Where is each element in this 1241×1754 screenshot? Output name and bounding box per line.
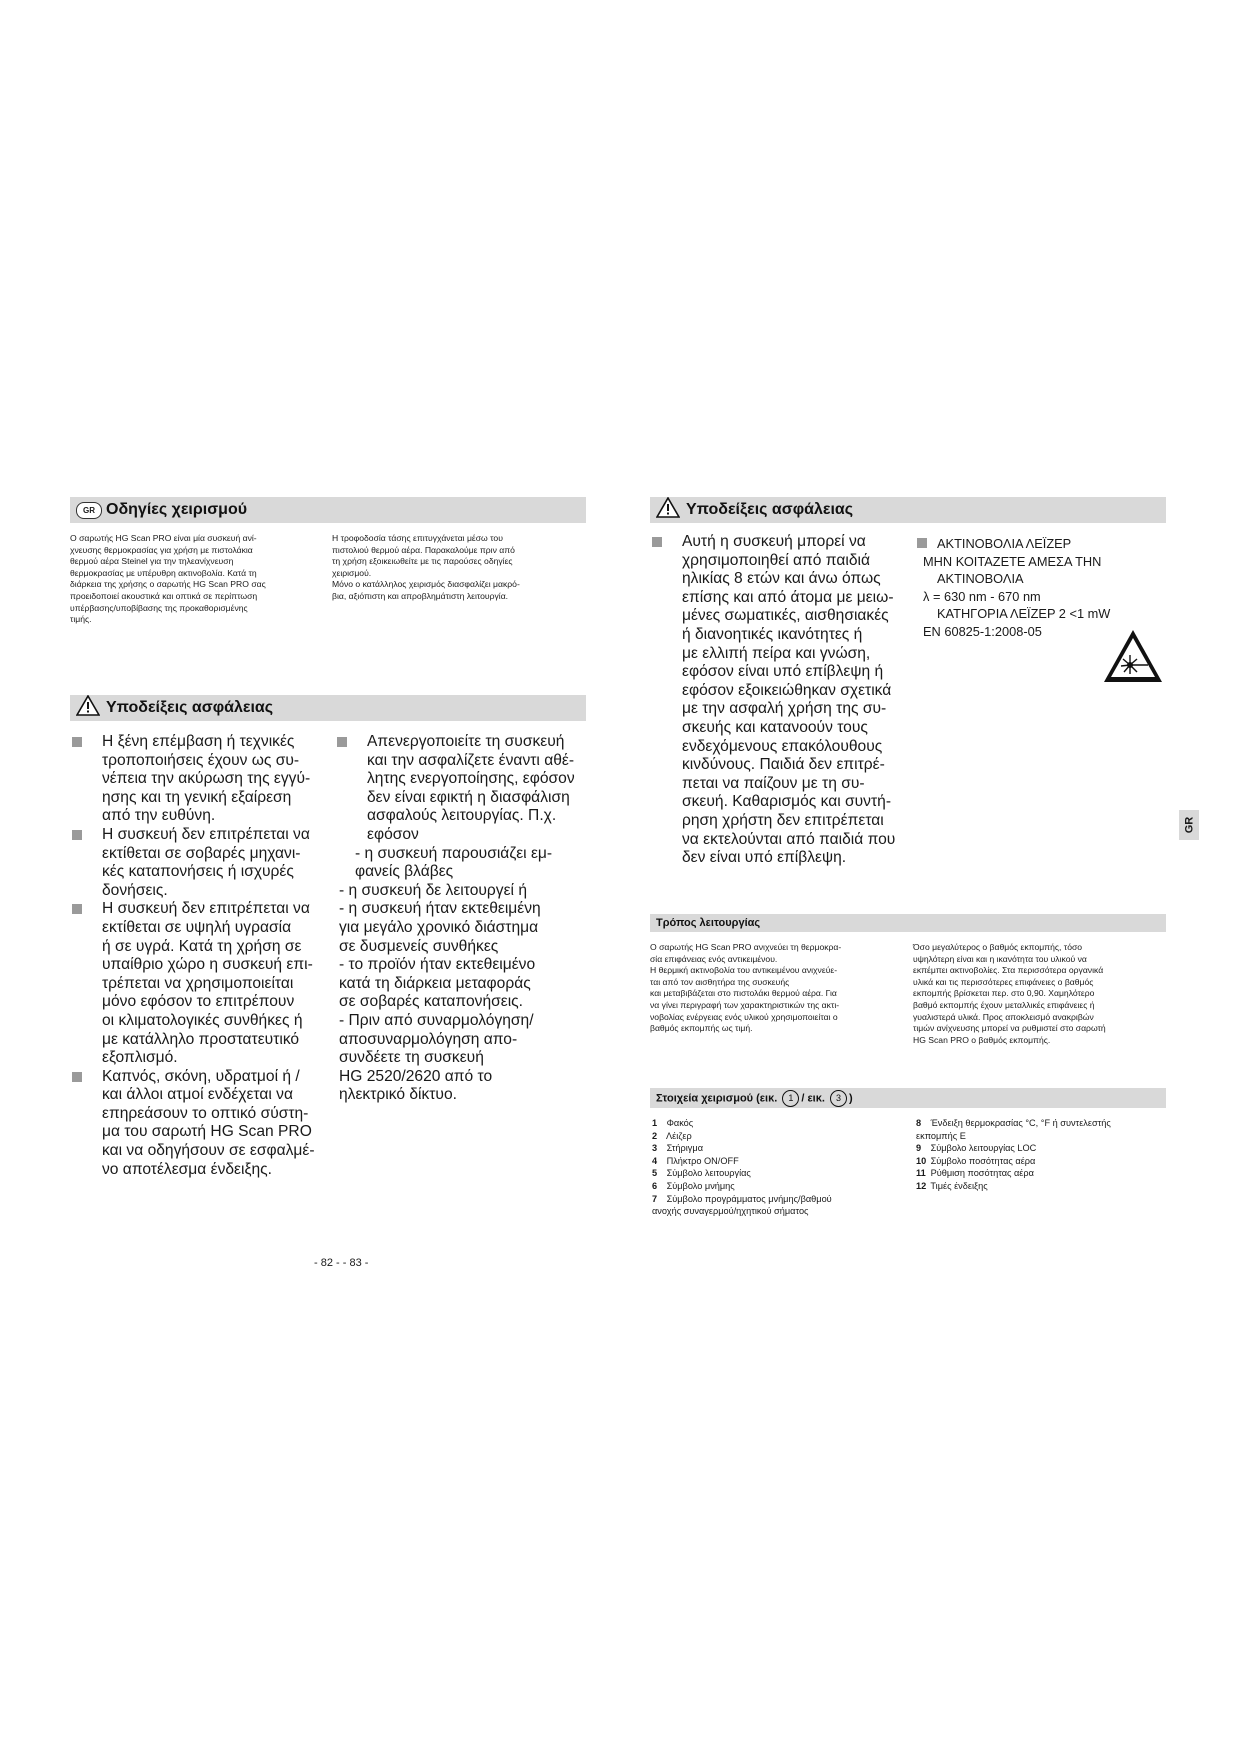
instructions-intro-col2: Η τροφοδοσία τάσης επιτυγχάνεται μέσω του πιστολιού θερμού αέρα. Παρακαλούμε πριν από τη χρήση εξοικειωθείτε με τις παρούσες οδηγίες χειρισμού. Μόνο ο κατάλληλος χειρισμός διασφαλίζει μακρό- βια, αξιόπιστη και απροβλημάτιστη λειτουργία. (332, 533, 520, 601)
bullet-square-icon (337, 737, 347, 747)
laser-standard: EN 60825-1:2008-05 (923, 623, 1042, 639)
bullet-square-icon (72, 737, 82, 747)
safety-bullet: Η συσκευή δεν επιτρέπεται να εκτίθεται σε σοβαρές μηχανι- κές καταπονήσεις ή ισχυρές δονήσεις. (70, 826, 335, 900)
laser-hazard-icon (1102, 628, 1164, 689)
mode-col2: Όσο μεγαλύτερος ο βαθμός εκπομπής, τόσο υψηλότερη είναι και η ικανότητα του υλικού να εκπέμπει ακτινοβολίες. Στα περισσότερα οργανικά υλικά και τις περισσότερες επιφάνειες ο βαθμός εκπομπής βρίσκεται περ. στο 0,90. Χαμηλότερο βαθμό εκπομπής έχουν μεταλλικές επιφάνειες ή γυαλιστερά υλικά. Προς αποκλεισμό ανακριβών τιμών ανίχνευσης μπορεί να ρυθμιστεί στο σαρωτή HG Scan PRO ο βαθμός εκπομπής. (913, 942, 1106, 1045)
laser-line: ΑΚΤΙΝΟΒΟΛΙΑ (937, 571, 1024, 587)
instructions-intro-col1: Ο σαρωτής HG Scan PRO είναι μία συσκευή ανί- χνευσης θερμοκρασίας για χρήση με πιστολάκια θερμού αέρα Steinel για την τηλεανίχνευση θερμοκρασίας με υπέρυθρη ακτινοβολία. Κατά τη διάρκεια της χρήσης ο σαρωτής HG Scan PRO σας προειδοποιεί ακουστικά και οπτικά σε περίπτωση υπέρβασης/υποβίβασης της προκαθορισμένης τιμής. (70, 533, 266, 625)
safety-header-left (70, 695, 586, 721)
instructions-title: Οδηγίες χειρισμού (106, 501, 248, 518)
dash-item: - η συσκευή δε λειτουργεί ή (339, 881, 527, 899)
instructions-header (70, 497, 586, 523)
mode-title: Τρόπος λειτουργίας (656, 917, 761, 929)
controls-item: 2 Λέιζερ (652, 1130, 692, 1141)
controls-item: 3 Στήριγμα (652, 1143, 704, 1154)
controls-item: 11 Ρύθμιση ποσότητας αέρα (916, 1168, 1034, 1179)
safety-dash-list (335, 845, 595, 1105)
safety-title-right: Υποδείξεις ασφάλειας (686, 501, 854, 518)
dash-item: - το προϊόν ήταν εκτεθειμένο κατά τη διάρκεια μεταφοράς σε σοβαρές καταπονήσεις. (339, 956, 536, 1011)
controls-item: 7 Σύμβολο προγράμματος μνήμης/βαθμού ανοχής συναγερμού/ηχητικού σήματος (652, 1193, 832, 1217)
laser-class: ΚΑΤΗΓΟΡΙΑ ΛΕΪΖΕΡ 2 <1 mW (937, 606, 1111, 622)
controls-title: Στοιχεία χειρισμού (εικ. 1 / εικ. 3 ) (656, 1090, 853, 1107)
bullet-square-icon (917, 538, 927, 548)
laser-line: ΜΗΝ ΚΟΙΤΑΖΕΤΕ ΑΜΕΣΑ ΤΗΝ (923, 553, 1102, 569)
bullet-square-icon (72, 1072, 82, 1082)
controls-item: 6 Σύμβολο μνήμης (652, 1180, 735, 1191)
controls-item: 1 Φακός (652, 1118, 694, 1128)
figure-1-ref: 1 (782, 1090, 799, 1107)
controls-item: 10 Σύμβολο ποσότητας αέρα (916, 1155, 1036, 1166)
controls-item: 8 Ένδειξη θερμοκρασίας °C, °F ή συντελεστής εκπομπής Ε (916, 1118, 1111, 1141)
figure-3-ref: 3 (830, 1090, 847, 1107)
controls-item: 4 Πλήκτρο ON/OFF (652, 1155, 739, 1166)
safety-bullet: Η ξένη επέμβαση ή τεχνικές τροποποιήσεις έχουν ως συ- νέπεια την ακύρωση της εγγύ- ησης και τη γενική εξαίρεση από την ευθύνη. (70, 733, 335, 826)
laser-warning-block (917, 535, 1167, 641)
dash-item: - η συσκευή παρουσιάζει εμ- φανείς βλάβες (355, 844, 553, 881)
controls-item: 9 Σύμβολο λειτουργίας LOC (916, 1143, 1037, 1154)
controls-item: 12 Τιμές ένδειξης (916, 1180, 988, 1191)
children-safety-block (650, 533, 915, 868)
safety-bullet: Αυτή η συσκευή μπορεί να χρησιμοποιηθεί από παιδιά ηλικίας 8 ετών και άνω όπως επίσης και από άτομα με μειω- μένες σωματικές, αισθησιακές ή διανοητικές ικανότητες ή με ελλιπή πείρα και γνώση, εφόσον είναι υπό επίβλεψη ή εφόσον εξοικειώθηκαν σχετικά με την ασφαλή χρήση της συ- σκευής και κατανοούν τους ενδεχόμενους επακόλουθους κινδύνους. Παιδιά δεν επιτρέ- πεται να παίζουν με τη συ- σκευή. Καθαρισμός και συντή- ρηση χρήστη δεν επιτρέπεται να εκτελούνται από παιδιά που δεν είναι υπό επίβλεψη. (650, 533, 915, 868)
safety-title-left: Υποδείξεις ασφάλειας (106, 699, 274, 716)
safety-col1 (70, 733, 335, 1179)
laser-wavelength: λ = 630 nm - 670 nm (923, 588, 1041, 604)
controls-list-col2 (916, 1117, 1166, 1193)
mode-header (650, 914, 1166, 932)
page-numbers: - 82 - - 83 - (314, 1257, 369, 1269)
safety-col2 (335, 733, 595, 1105)
warning-triangle-icon (76, 695, 100, 721)
gr-language-badge: GR (76, 502, 102, 519)
safety-bullet: Η συσκευή δεν επιτρέπεται να εκτίθεται σε υψηλή υγρασία ή σε υγρά. Κατά τη χρήση σε υπαίθριο χώρο η συσκευή επι- τρέπεται να χρησιμοποιείται μόνο εφόσον το επιτρέπουν οι κλιματολογικές συνθήκες ή με κατάλληλο προστατευτικό εξοπλισμό. (70, 900, 335, 1067)
safety-bullet: Απενεργοποιείτε τη συσκευή και την ασφαλίζετε έναντι αθέ- λητης ενεργοποίησης, εφόσον δεν είναι εφικτή η διασφάλιση ασφαλούς λειτουργίας. Π.χ. εφόσον (335, 733, 595, 845)
laser-line: ΑΚΤΙΝΟΒΟΛΙΑ ΛΕΪΖΕΡ (937, 536, 1072, 551)
mode-col1: Ο σαρωτής HG Scan PRO ανιχνεύει τη θερμοκρα- σία επιφάνειας ενός αντικειμένου. Η θερμική ακτινοβολία του αντικειμένου ανιχνεύε- ται από τον αισθητήρα της συσκευής και μεταβιβάζεται στο πιστολάκι θερμού αέρα. Για να γίνει περιγραφή των χαρακτηριστικών της ακτι- νοβολίας ενέργειας ενός υλικού χρησιμοποιείται ο βαθμός εκπομπής ως τιμή. (650, 942, 842, 1034)
language-side-tab: GR (1179, 810, 1199, 840)
bullet-square-icon (652, 537, 662, 547)
controls-list-col1 (652, 1117, 907, 1218)
controls-item: 5 Σύμβολο λειτουργίας (652, 1168, 751, 1179)
dash-item: - Πριν από συναρμολόγηση/ αποσυναρμολόγηση απο- συνδέετε τη συσκευή HG 2520/2620 από το ηλεκτρικό δίκτυο. (339, 1011, 534, 1104)
bullet-square-icon (72, 830, 82, 840)
warning-triangle-icon (656, 497, 680, 523)
safety-header-right (650, 497, 1166, 523)
controls-header (650, 1088, 1166, 1108)
bullet-square-icon (72, 904, 82, 914)
dash-item: - η συσκευή ήταν εκτεθειμένη για μεγάλο χρονικό διάστημα σε δυσμενείς συνθήκες (339, 900, 541, 955)
safety-bullet: Καπνός, σκόνη, υδρατμοί ή / και άλλοι ατμοί ενδέχεται να επηρεάσουν το οπτικό σύστη- μα του σαρωτή HG Scan PRO και να οδηγήσουν σε εσφαλμέ- νο αποτέλεσμα ένδειξης. (70, 1068, 335, 1180)
